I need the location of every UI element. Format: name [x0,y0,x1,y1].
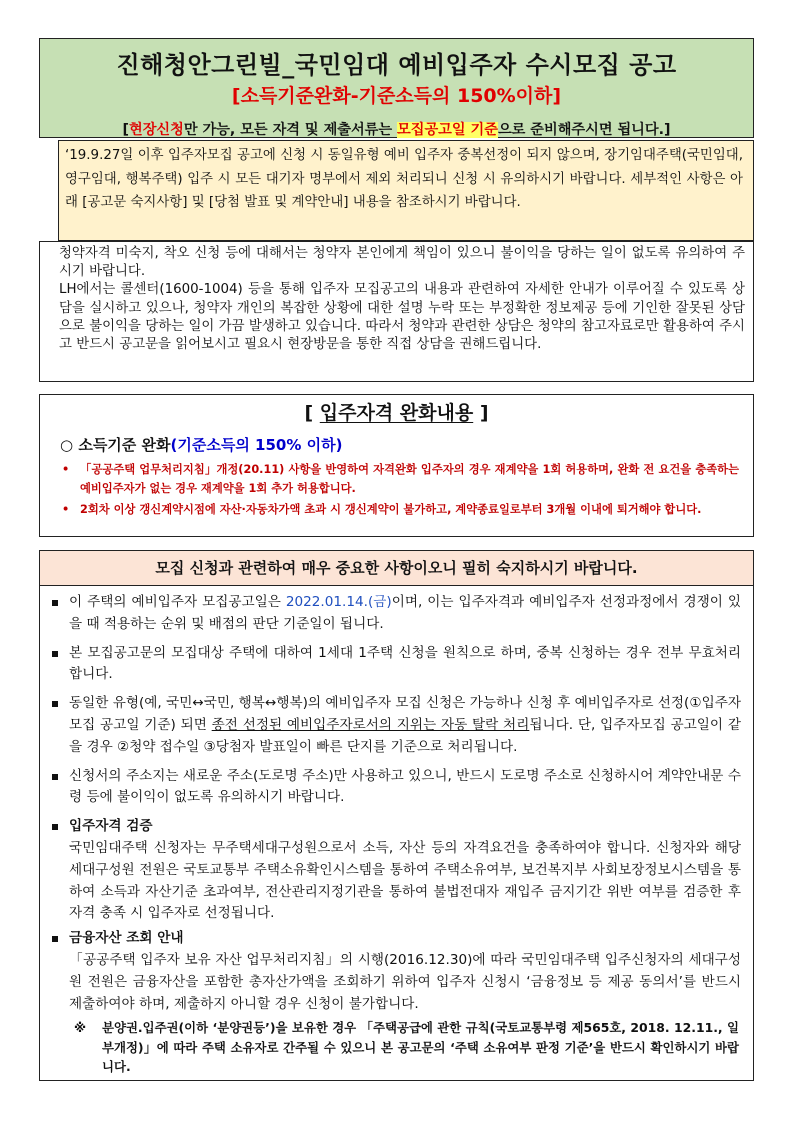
notice-text: 만 가능, 모든 자격 및 제출서류는 [183,122,398,138]
notice-onsite: 현장신청 [129,122,184,138]
info-paragraph-1: 청약자격 미숙지, 착오 신청 등에 대해서는 청약자 본인에게 책임이 있으니 불이익을 당하는 일이 없도록 유의하여 주시기 바랍니다. [59,246,745,280]
important-notes-heading: 모집 신청과 관련하여 매우 중요한 사항이오니 필히 숙지하시기 바랍니다. [40,551,753,586]
important-notes-list [40,592,753,838]
important-notes-section [39,550,754,1081]
info-paragraph-2: LH에서는 콜센터(1600-1004) 등을 통해 입주자 모집공고의 내용과 관련하여 자세한 안내가 이루어질 수 있도록 상담을 실시하고 있으나, 청약자 개인의 복잡한 상황에 대한 설명 누락 또는 부정확한 정보제공 등에 기인한 잘못된 상담으로 불이익을 당하는 일이 가끔 발생하고 있습니다. 따라서 청약과 관련한 상담은 청약의 참고자료로만 활용하여 주시고 반드시 공고문을 읽어보시고 필요시 현장방문을 통한 직접 상담을 권해드립니다. [59,282,745,353]
eligibility-title [40,398,753,425]
income-relaxation-detail: (기준소득의 150% 이하) [170,436,343,454]
note-item-single-application: 본 모집공고문의 모집대상 주택에 대하여 1세대 1주택 신청을 원칙으로 하며, 중복 신청하는 경우 전부 무효처리 합니다. [69,643,741,687]
finance-text: 「공공주택 입주자 보유 자산 업무처리지침」의 시행(2016.12.30)에 따라 국민임대주택 입주신청자의 세대구성원 전원은 금융자산을 포함한 총자산가액을 조회하기 위하여 입주자 신청시 ‘금융정보 등 제공 동의서’를 반드시 제출하여야 하며, 제출하지 아니할 경우 신청이 불가합니다. [69,951,741,1012]
income-relaxation-label: 소득기준 완화 [78,436,171,454]
notice-header [39,38,754,138]
auto-drop-text: 종전 선정된 예비입주자로서의 지위는 자동 탈락 처리 [211,716,530,733]
notice-basis-date: 모집공고일 기준 [397,122,498,138]
verify-title: 입주자격 검증 [69,816,741,838]
finance-title: 금융자산 조회 안내 [69,928,741,950]
note-item-same-type [69,693,741,758]
eligibility-relaxation-section [39,394,754,537]
ownership-note-text: 분양권.입주권(이하 ‘분양권등’)을 보유한 경우 「주택공급에 관한 규칙(국토교통부령 제565호, 2018. 12.11., 일부개정)」에 따라 주택 소유자로 간주될 수 있으니 본 공고문의 ‘주택 소유여부 판정 기준’을 반드시 확인하시기 바랍니다. [102,1020,739,1075]
bracket-close: ] [473,402,489,424]
duplicate-selection-notice: ‘19.9.27일 이후 입주자모집 공고에 신청 시 동일유형 예비 입주자 중복선정이 되지 않으며, 장기임대주택(국민임대, 영구임대, 행복주택) 입주 시 모든 대기자 명부에서 제외 처리되니 신청 시 유의하시기 바랍니다. 세부적인 사항은 아래 [공고문 숙지사항] 및 [당첨 발표 및 계약안내] 내용을 참조하시기 바랍니다. [58,140,754,241]
eligibility-list [40,461,753,520]
notice-text-end: 으로 준비해주시면 됩니다.] [497,122,671,138]
verify-text: 국민임대주택 신청자는 무주택세대구성원으로서 소득, 자산 등의 자격요건을 충족하여야 합니다. 신청자와 해당 세대구성원 전원은 국토교통부 주택소유확인시스템을 통하여 주택소유여부, 보건복지부 사회보장정보시스템을 통하여 소득과 자산기준 초과여부, 전산관리지정기관을 통하여 불법전대자 재입주 금지기간 위반 여부를 검증한 후 자격 충족 시 입주자로 선정됩니다. [69,839,741,922]
ownership-note [74,1018,739,1077]
eligibility-item: • 「공공주택 업무처리지침」개정(20.11) 사항을 반영하여 자격완화 입주자의 경우 재계약을 1회 허용하며, 완화 전 요건을 충족하는 예비입주자가 없는 경우 재계약을 1회 추가 허용합니다. [80,461,739,498]
note-item-announcement-date [69,592,741,636]
application-notice [40,119,753,139]
note-item-address: 신청서의 주소지는 새로운 주소(도로명 주소)만 사용하고 있으니, 반드시 도로명 주소로 신청하시어 계약안내문 수령 등에 불이익이 없도록 유의하시기 바랍니다. [69,766,741,810]
item-text: 이 주택의 예비입주자 모집공고일은 [69,594,286,610]
page-title: 진해청안그린빌_국민임대 예비입주자 수시모집 공고 [116,51,677,79]
eligibility-title-text: 입주자격 완화내용 [319,402,474,424]
announcement-date: 2022.01.14.(금) [285,594,392,610]
circle-bullet-icon: ○ [60,436,74,454]
item-text: 이며, 이는 입주자격과 예비입주자 선정과정에서 경쟁이 있을 때 적용하는 순위 및 배점의 판단 기준일이 됩니다. [69,594,741,632]
income-relaxation-heading [60,434,753,455]
eligibility-item: • 2회차 이상 갱신계약시점에 자산·자동차가액 초과 시 갱신계약이 불가하고, 계약종료일로부터 3개월 이내에 퇴거해야 합니다. [80,501,739,520]
finance-list [40,928,753,950]
item-text: 동일한 유형(예, 국민↔국민, 행복↔행복)의 예비입주자 모집 신청은 가능하나 신청 후 예비입주자로 선정(①입주자모집 공고일 기준) 되면 [69,695,741,733]
item-text: 됩니다. 단, 입주자모집 공고일이 같을 경우 ②청약 접수일 ③당첨자 발표일이 빠른 단지를 기준으로 처리됩니다. [69,716,741,755]
reference-mark-icon: ※ [74,1020,87,1036]
notice-open-bracket: [ [122,122,130,138]
consultation-info [39,241,754,382]
page-subtitle: [소득기준완화-기준소득의 150%이하] [231,85,562,107]
bracket-open: [ [304,402,320,424]
